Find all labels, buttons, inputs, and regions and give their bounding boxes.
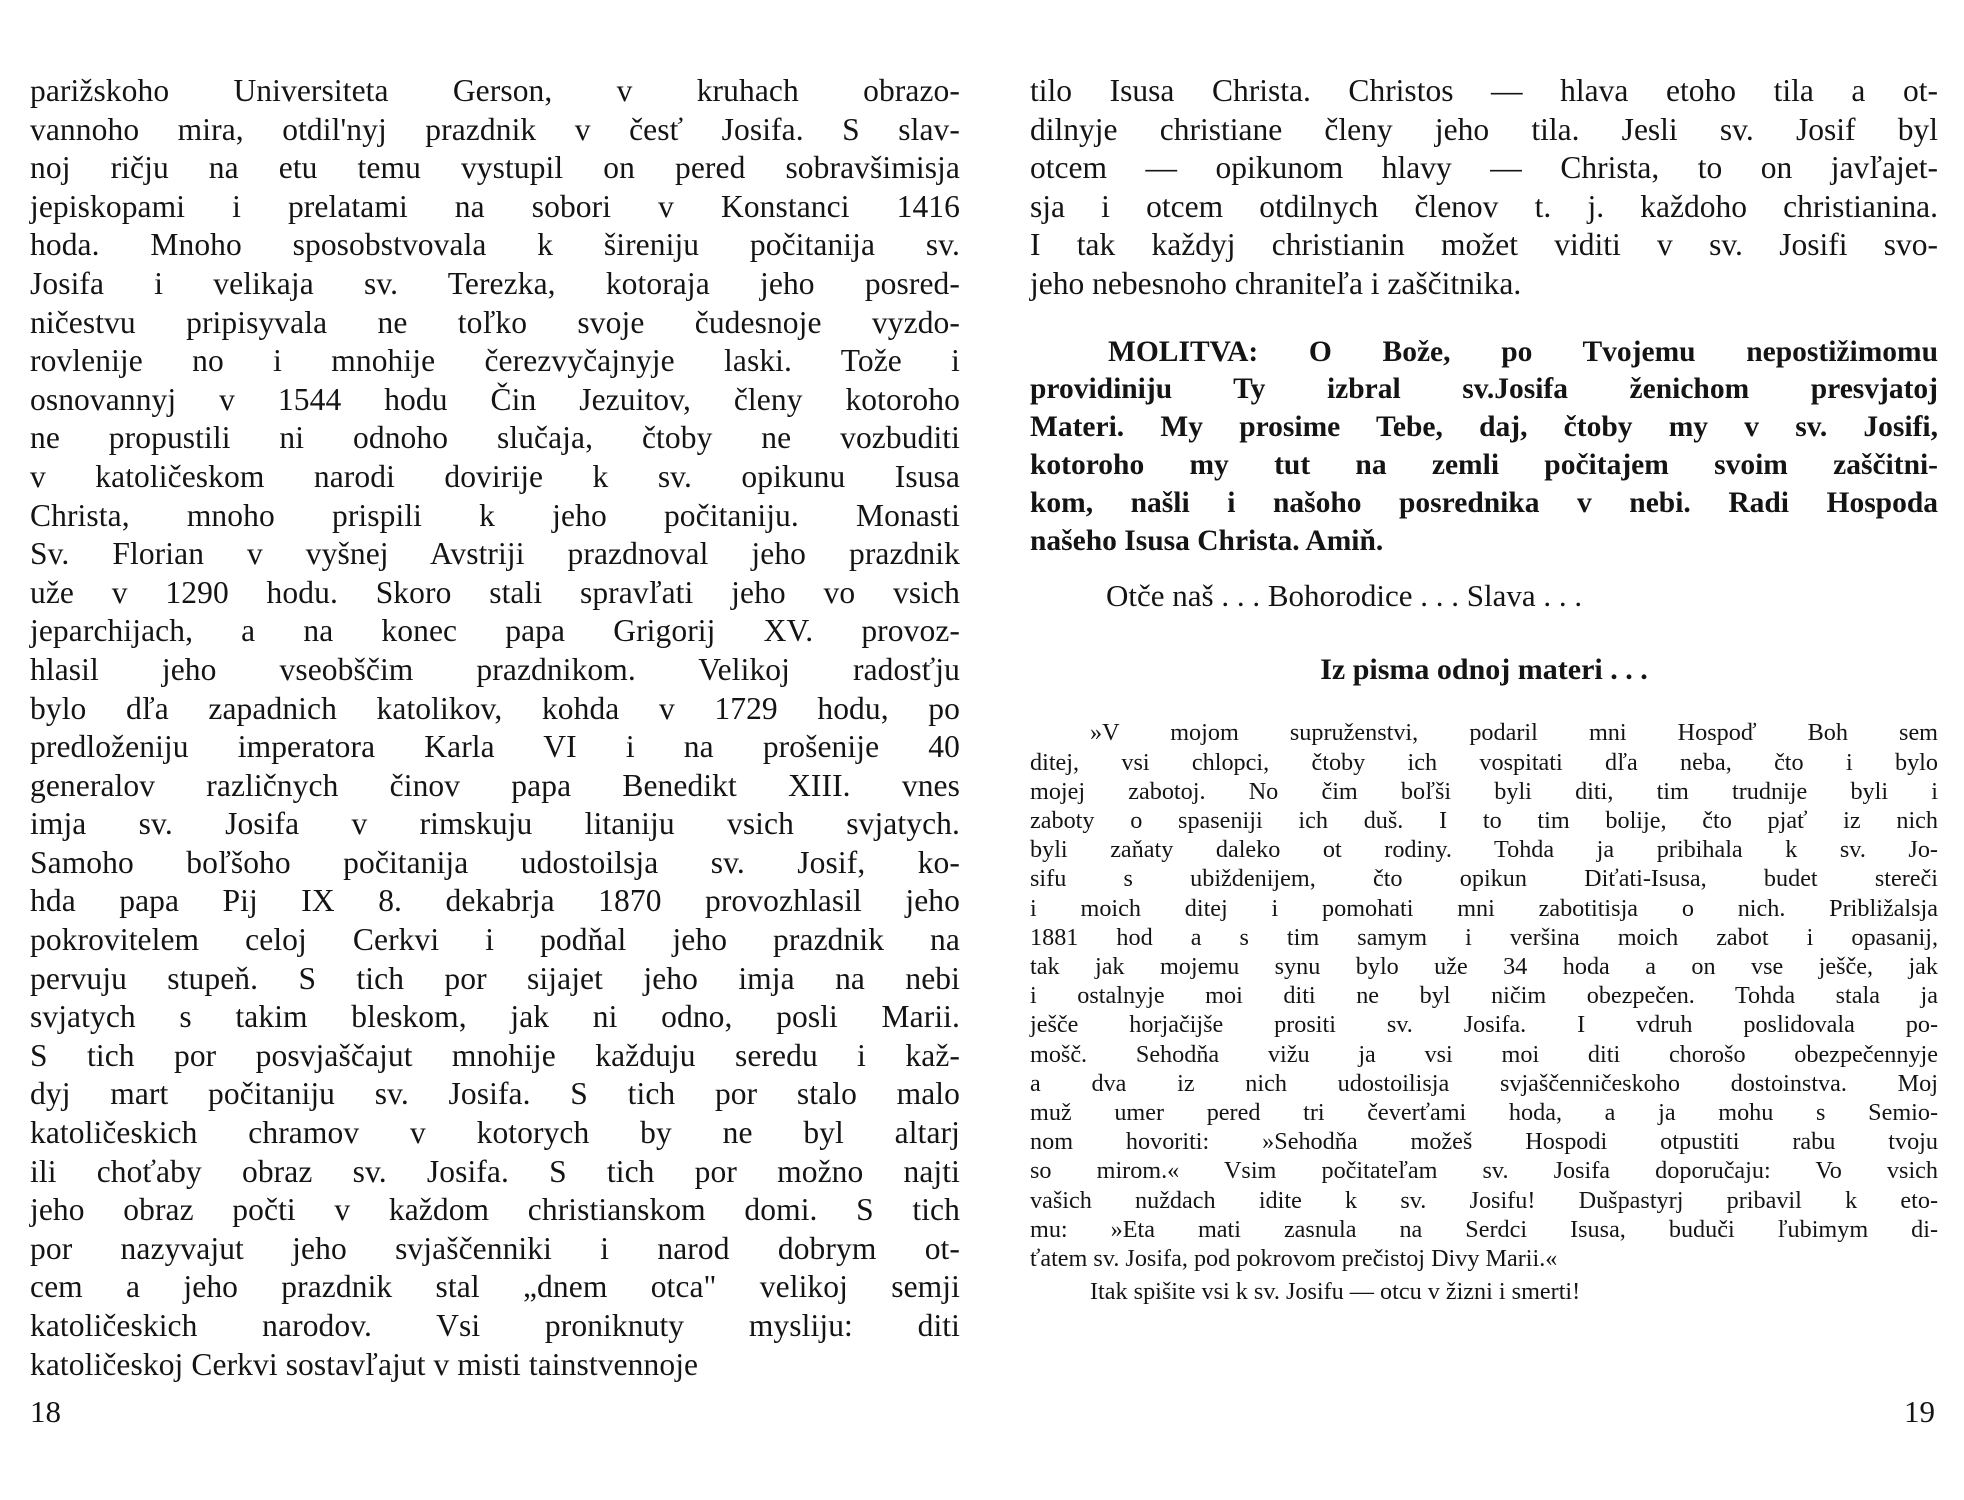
text-line: Samoho boľšoho počitanija udostoilsja sv. Josif, ko- (30, 844, 960, 880)
closing-line: Itak spišite vsi k sv. Josifu — otcu v žizni i smerti! (1090, 1278, 1581, 1306)
text-line: katoličeskich chramov v kotorych by ne byl altarj (30, 1115, 960, 1151)
letter-line: zaboty o spaseniji ich duš. I to tim bolije, čto pjať iz nich (1030, 806, 1938, 834)
letter-line: ťatem sv. Josifa, pod pokrovom prečistoj Divy Marii.« (1030, 1245, 1558, 1272)
letter-line: sifu s ubiždenijem, čto opikun Diťati-Isusa, budet stereči (1030, 865, 1938, 893)
text-line: jeho nebesnoho chraniteľa i zaščitnika. (1030, 265, 1522, 301)
letter-line: byli zaňaty daleko ot rodiny. Tohda ja pribihala k sv. Jo- (1030, 836, 1938, 864)
letter-heading: Iz pisma odnoj materi . . . (1320, 653, 1648, 687)
letter-line: »V mojom supruženstvi, podaril mni Hospoď Boh sem (1090, 719, 1938, 747)
text-line: generalov različnych činov papa Benedikt XIII. vnes (30, 767, 960, 803)
letter-paragraph (1030, 718, 1938, 1273)
text-line: rovlenije no i mnohije čerezvyčajnyje laski. Tože i (30, 343, 960, 379)
text-line: cem a jeho prazdnik stal „dnem otca" velikoj semji (30, 1269, 960, 1305)
text-line: Josifa i velikaja sv. Terezka, kotoraja jeho posred- (30, 265, 960, 301)
prayer-line: Materi. My prosime Tebe, daj, čtoby my v sv. Josifi, (1030, 411, 1938, 444)
right-page (1030, 72, 1938, 1307)
letter-line: tak jak mojemu synu bylo uže 34 hoda a on vse ješče, jak (1030, 952, 1938, 980)
text-line: ili choťaby obraz sv. Josifa. S tich por možno najti (30, 1153, 960, 1189)
right-page-intro (1030, 72, 1938, 304)
prayer-line: našeho Isusa Christa. Amiň. (1030, 524, 1384, 557)
text-line: ne propustili ni odnoho slučaja, čtoby ne vozbuditi (30, 420, 960, 456)
text-line: otcem — opikunom hlavy — Christa, to on javľajet- (1030, 150, 1938, 186)
text-line: predloženiju imperatora Karla VI i na prošenije 40 (30, 729, 960, 765)
letter-line: i ostalnyje moi diti ne byl ničim obezpečen. Tohda stala ja (1030, 982, 1938, 1010)
text-line: imja sv. Josifa v rimskuju litaniju vsich svjatych. (30, 806, 960, 842)
text-line: bylo dľa zapadnich katolikov, kohda v 1729 hodu, po (30, 690, 960, 726)
letter-line: vašich nuždach idite k sv. Josifu! Dušpastyrj pribavil k eto- (1030, 1186, 1938, 1214)
text-line: tilo Isusa Christa. Christos — hlava etoho tila a ot- (1030, 73, 1938, 108)
text-line: vannoho mira, otdil'nyj prazdnik v česť Josifa. S slav- (30, 111, 960, 147)
letter-line: nom hovoriti: »Sehodňa možeš Hospodi otpustiti rabu tvoju (1030, 1128, 1938, 1156)
text-line: jeparchijach, a na konec papa Grigorij XV. provoz- (30, 613, 960, 649)
text-line: pervuju stupeň. S tich por sijajet jeho imja na nebi (30, 960, 960, 996)
text-line: Christa, mnoho prispili k jeho počitaniju. Monasti (30, 497, 960, 533)
left-page-body (30, 72, 960, 1384)
letter-line: a dva iz nich udostoilisja svjaščenničeskoho dostoinstva. Moj (1030, 1069, 1938, 1097)
letter-line: ditej, vsi chlopci, čtoby ich vospitati dľa neba, čto i bylo (1030, 748, 1938, 776)
text-line: S tich por posvjaščajut mnohije každuju seredu i kaž- (30, 1037, 960, 1073)
text-line: katoličeskich narodov. Vsi proniknuty mysliju: diti (30, 1308, 960, 1343)
letter-line: muž umer pered tri čeverťami hoda, a ja mohu s Semio- (1030, 1098, 1938, 1126)
letter-line: so mirom.« Vsim počitateľam sv. Josifa doporučaju: Vo vsich (1030, 1157, 1938, 1185)
text-line: I tak každyj christianin možet viditi v sv. Josifi svo- (1030, 227, 1938, 263)
prayer-refrain: Otče naš . . . Bohorodice . . . Slava . . . (1106, 578, 1583, 614)
text-line: katoličeskoj Cerkvi sostavľajut v misti tainstvennoje (30, 1346, 699, 1382)
letter-line: mošč. Sehodňa vižu ja vsi moi diti chorošo obezpečennyje (1030, 1040, 1938, 1068)
prayer-line: kotoroho my tut na zemli počitajem svoim zaščitni- (1030, 448, 1938, 481)
text-line: dyj mart počitaniju sv. Josifa. S tich por stalo malo (30, 1076, 960, 1112)
page-number-right: 19 (1904, 1394, 1935, 1429)
text-line: sja i otcem otdilnych členov t. j. každoho christianina. (1030, 188, 1938, 224)
text-line: noj ričju na etu temu vystupil on pered sobravšimisja (30, 150, 960, 186)
text-line: uže v 1290 hodu. Skoro stali spravľati jeho vo vsich (30, 574, 960, 610)
text-line: v katoličeskom narodi dovirije k sv. opikunu Isusa (30, 458, 960, 494)
left-page (30, 72, 960, 1384)
page-number-left: 18 (30, 1394, 61, 1429)
prayer-paragraph (1030, 334, 1938, 561)
text-line: dilnyje christiane členy jeho tila. Jesli sv. Josif byl (1030, 111, 1938, 147)
prayer-line: MOLITVA: O Bože, po Tvojemu nepostižimomu (1108, 335, 1938, 368)
text-line: hda papa Pij IX 8. dekabrja 1870 provozhlasil jeho (30, 883, 960, 919)
text-line: pokrovitelem celoj Cerkvi i podňal jeho prazdnik na (30, 922, 960, 958)
text-line: por nazyvajut jeho svjaščenniki i narod dobrym ot- (30, 1230, 960, 1266)
text-line: osnovannyj v 1544 hodu Čin Jezuitov, členy kotoroho (30, 381, 960, 417)
text-line: parižskoho Universiteta Gerson, v kruhach obrazo- (30, 73, 960, 108)
letter-line: ješče horjačijše prositi sv. Josifa. I vdruh poslidovala po- (1030, 1011, 1938, 1039)
text-line: jepiskopami i prelatami na sobori v Konstanci 1416 (30, 188, 960, 224)
letter-line: 1881 hod a s tim samym i veršina moich zabot i opasanij, (1030, 923, 1938, 951)
text-line: Sv. Florian v vyšnej Avstriji prazdnoval jeho prazdnik (30, 536, 960, 572)
text-line: hoda. Mnoho sposobstvovala k šireniju počitanija sv. (30, 227, 960, 263)
letter-line: mu: »Eta mati zasnula na Serdci Isusa, buduči ľubimym di- (1030, 1215, 1938, 1243)
text-line: hlasil jeho vseobščim prazdnikom. Velikoj radosťju (30, 651, 960, 687)
text-line: svjatych s takim bleskom, jak ni odno, posli Marii. (30, 999, 960, 1035)
letter-line: i moich ditej i pomohati mni zabotitisja o nich. Približalsja (1030, 894, 1938, 922)
prayer-line: providiniju Ty izbral sv.Josifa ženichom presvjatoj (1030, 373, 1938, 406)
text-line: jeho obraz počti v každom christianskom domi. S tich (30, 1192, 960, 1228)
letter-line: mojej zabotoj. No čim boľši byli diti, tim trudnije byli i (1030, 777, 1938, 805)
prayer-line: kom, našli i našoho posrednika v nebi. Radi Hospoda (1030, 486, 1938, 519)
text-line: ničestvu pripisyvala ne toľko svoje čudesnoje vyzdo- (30, 304, 960, 340)
